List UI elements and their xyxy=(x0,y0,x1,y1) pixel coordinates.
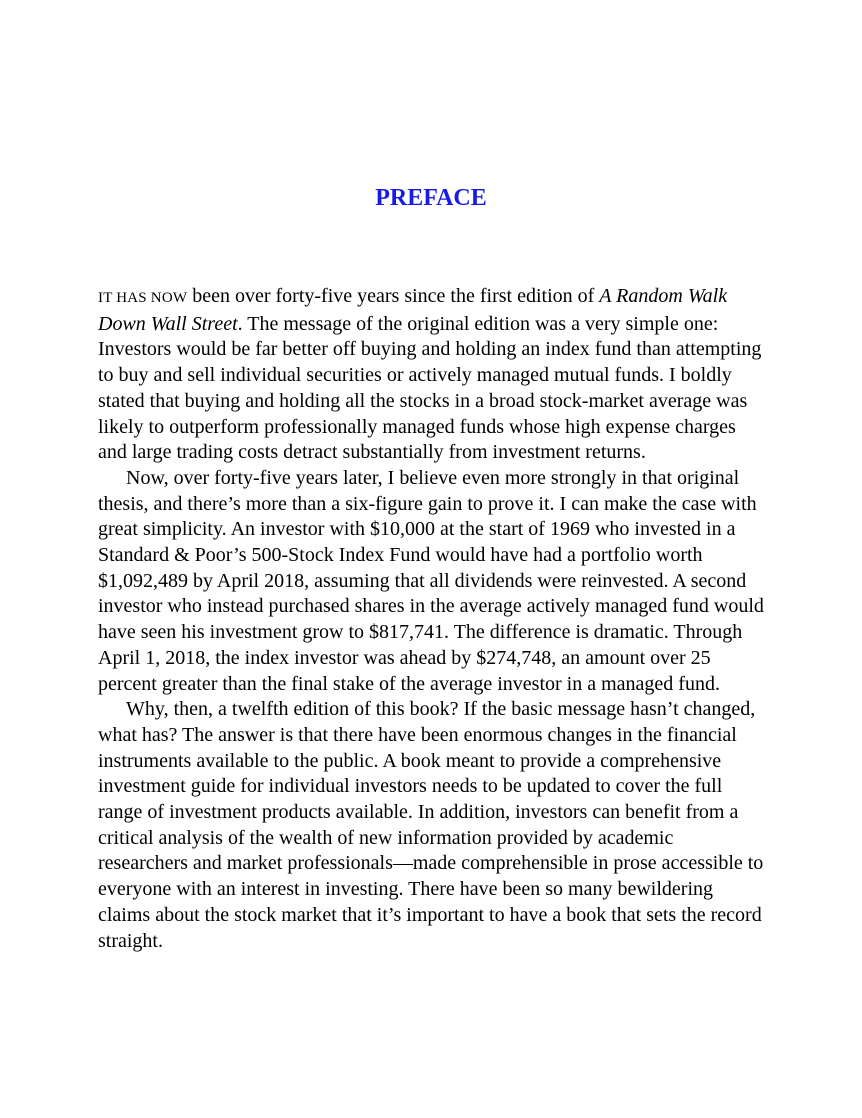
chapter-title: PREFACE xyxy=(375,185,487,211)
book-title-italic: A Random Walk Down Wall Street xyxy=(98,285,728,335)
paragraph-1 xyxy=(98,284,766,466)
paragraph-1-lead-in: IT HAS NOW xyxy=(98,290,188,306)
preface-body xyxy=(98,284,766,954)
paragraph-2: Now, over forty-five years later, I believe even more strongly in that original thesis, and there’s more than a six-figure gain to prove it. I can make the case with great simplicity. An investor with $10,000 at the start of 1969 who invested in a Standard & Poor’s 500-Stock Index Fund would have had a portfolio worth $1,092,489 by April 2018, assuming that all dividends were reinvested. A second investor who instead purchased shares in the average actively managed fund would have seen his investment grow to $817,741. The difference is dramatic. Through April 1, 2018, the index investor was ahead by $274,748, an amount over 25 percent greater than the final stake of the average investor in a managed fund. xyxy=(98,466,764,695)
paragraph-1-text-end: . The message of the original edition was a very simple one: Investors would be far better off buying and holding an index fund than attempting to buy and sell individual securities or actively managed mutual funds. I boldly stated that buying and holding all the stocks in a broad stock-market average was likely to outperform professionally managed funds whose high expense charges and large trading costs detract substantially from investment returns. xyxy=(98,312,762,464)
paragraph-3: Why, then, a twelfth edition of this book? If the basic message hasn’t changed, what has? The answer is that there have been enormous changes in the financial instruments available to the public. A book meant to provide a comprehensive investment guide for individual investors needs to be updated to cover the full range of investment products available. In addition, investors can benefit from a critical analysis of the wealth of new information provided by academic researchers and market professionals—made comprehensible in prose accessible to everyone with an interest in investing. There have been so many bewildering claims about the stock market that it’s important to have a book that sets the record straight. xyxy=(98,698,764,952)
paragraph-1-text-start: been over forty-five years since the first edition of xyxy=(187,285,600,307)
